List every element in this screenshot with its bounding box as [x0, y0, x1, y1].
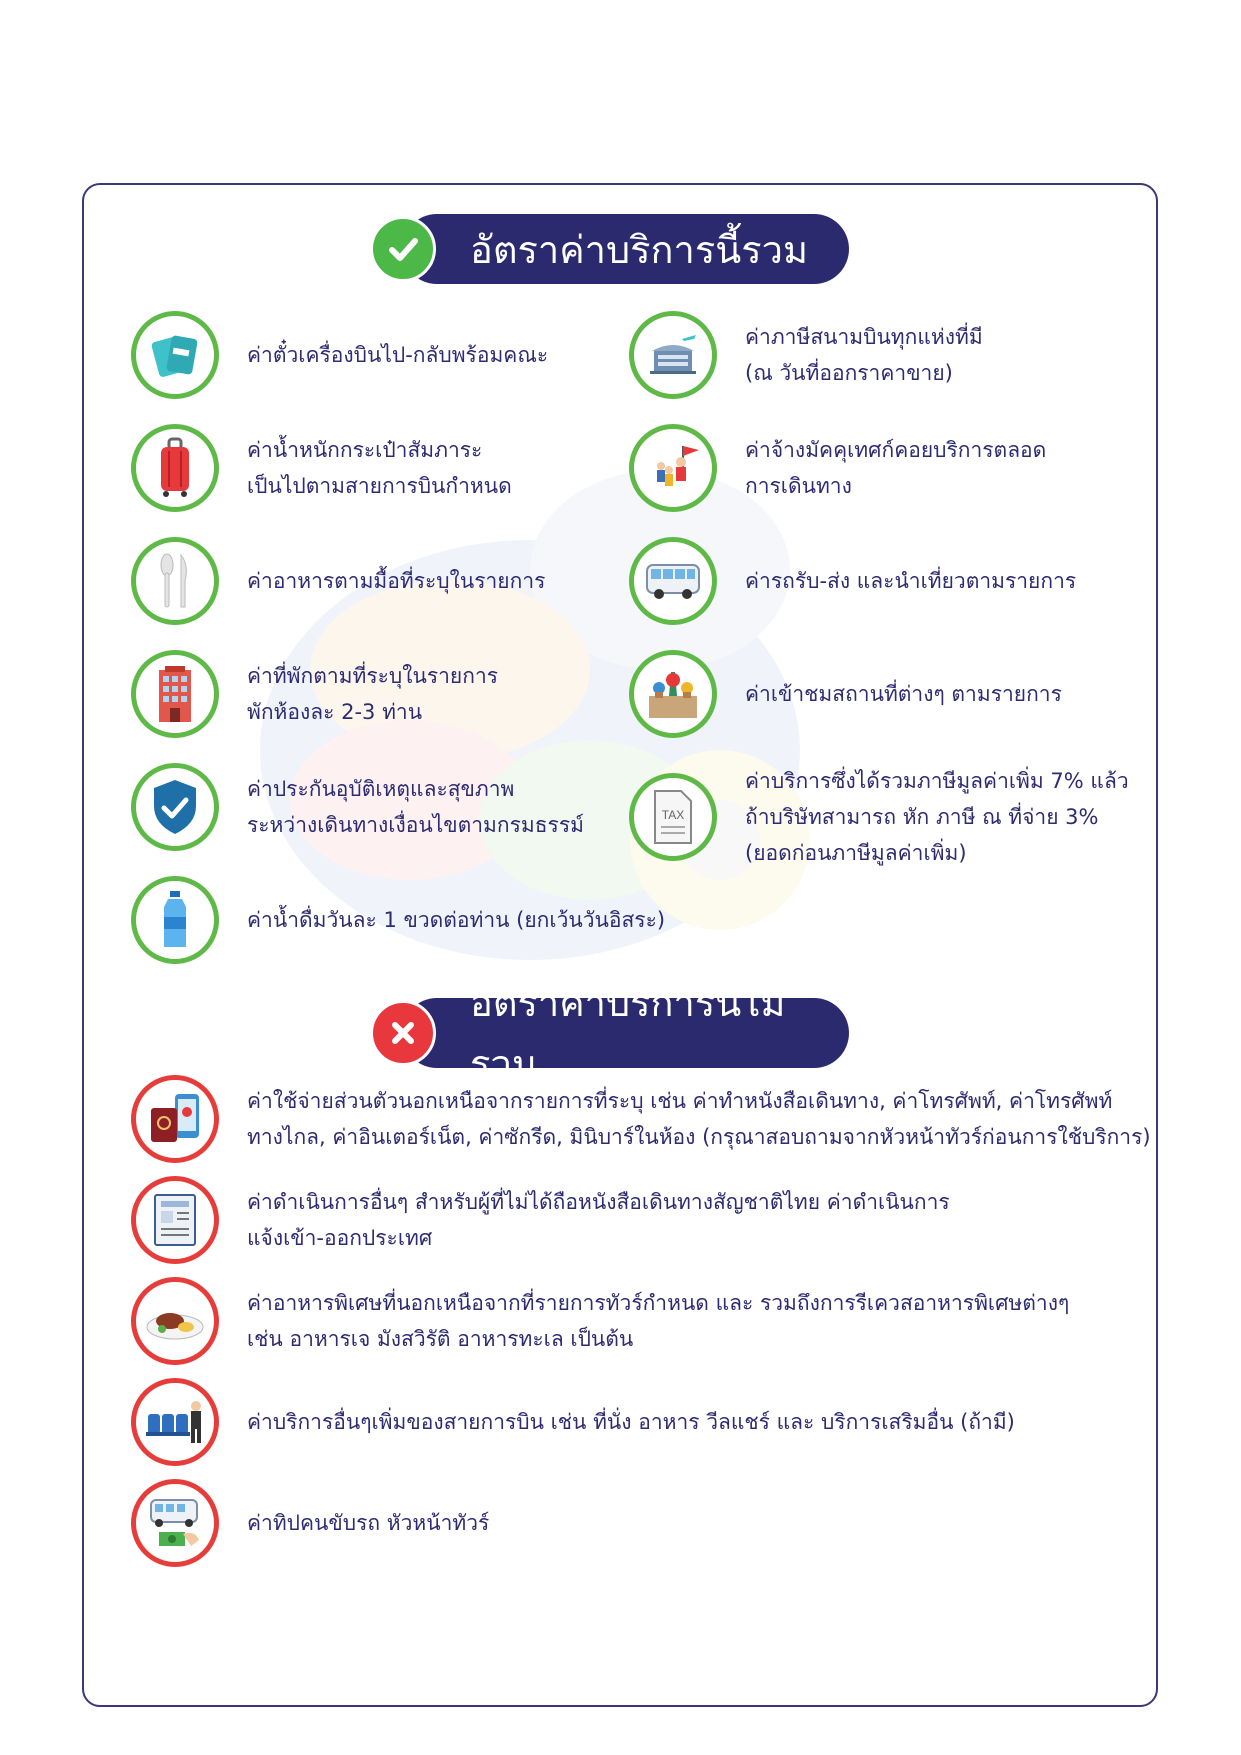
- included-item: [629, 650, 1062, 738]
- ticket-icon: [131, 311, 219, 399]
- included-item-text: ค่าที่พักตามที่ระบุในรายการ พักห้องละ 2-3 ท่าน: [247, 664, 499, 724]
- included-item-text: ค่าจ้างมัคคุเทศก์คอยบริการตลอด การเดินทาง: [745, 438, 1047, 498]
- cross-icon: [370, 1000, 436, 1066]
- special-meal-icon: [131, 1277, 219, 1365]
- included-item-text: ค่าประกันอุบัติเหตุและสุขภาพ ระหว่างเดินทางเงื่อนไขตามกรมธรรม์: [247, 777, 584, 837]
- included-item: [131, 424, 512, 512]
- included-item-text: ค่าน้ำหนักกระเป๋าสัมภาระ เป็นไปตามสายการบินกำหนด: [247, 438, 512, 498]
- svg-text:TAX: TAX: [661, 808, 685, 822]
- hotel-icon: [131, 650, 219, 738]
- luggage-icon: [131, 424, 219, 512]
- excluded-item: [131, 1277, 1069, 1365]
- bus-icon: [629, 537, 717, 625]
- water-bottle-icon: [131, 876, 219, 964]
- excluded-title: อัตราค่าบริการนี้ไม่รวม: [470, 981, 786, 1086]
- tax-document-icon: [629, 773, 717, 861]
- excluded-item-text: ค่าใช้จ่ายส่วนตัวนอกเหนือจากรายการที่ระบุ เช่น ค่าทำหนังสือเดินทาง, ค่าโทรศัพท์, ค่าโทรศัพท์ ทางไกล, ค่าอินเตอร์เน็ต, ค่าซักรีด, มินิบาร์ในห้อง (กรุณาสอบถามจากหัวหน้าทัวร์ก่อนการใช้บริการ): [247, 1089, 1151, 1149]
- included-item: [131, 311, 548, 399]
- included-item-text: ค่าอาหารตามมื้อที่ระบุในรายการ: [247, 569, 546, 593]
- included-item-text: ค่าตั๋วเครื่องบินไป-กลับพร้อมคณะ: [247, 343, 549, 367]
- excluded-item: [131, 1479, 489, 1567]
- landmark-icon: [629, 650, 717, 738]
- included-item-text: ค่าน้ำดื่มวันละ 1 ขวดต่อท่าน (ยกเว้นวันอิสระ): [247, 908, 666, 932]
- included-item-text: ค่าภาษีสนามบินทุกแห่งที่มี (ณ วันที่ออกราคาขาย): [745, 325, 983, 385]
- included-item: [131, 763, 584, 851]
- airline-seat-icon: [131, 1378, 219, 1466]
- included-item: [629, 763, 1129, 871]
- included-item-text: ค่าเข้าชมสถานที่ต่างๆ ตามรายการ: [745, 682, 1062, 706]
- tour-guide-icon: [629, 424, 717, 512]
- included-item: [629, 537, 1076, 625]
- immigration-form-icon: [131, 1176, 219, 1264]
- excluded-banner: [402, 981, 849, 1086]
- excluded-item-text: ค่าดำเนินการอื่นๆ สำหรับผู้ที่ไม่ได้ถือหนังสือเดินทางสัญชาติไทย ค่าดำเนินการ แจ้งเข้า-ออกประเทศ: [247, 1190, 950, 1250]
- excluded-item: [131, 1176, 950, 1264]
- included-title: อัตราค่าบริการนี้รวม: [470, 227, 809, 272]
- excluded-item-text: ค่าอาหารพิเศษที่นอกเหนือจากที่รายการทัวร์กำหนด และ รวมถึงการรีเควสอาหารพิเศษต่างๆ เช่น อาหารเจ มังสวิรัติ อาหารทะเล เป็นต้น: [247, 1291, 1070, 1351]
- included-item: [131, 650, 498, 738]
- airport-icon: [629, 311, 717, 399]
- included-item: [131, 537, 545, 625]
- included-banner: [402, 214, 849, 284]
- excluded-item-text: ค่าบริการอื่นๆเพิ่มของสายการบิน เช่น ที่นั่ง อาหาร วีลแชร์ และ บริการเสริมอื่น (ถ้ามี): [247, 1410, 1015, 1434]
- included-item-text: ค่ารถรับ-ส่ง และนำเที่ยวตามรายการ: [745, 569, 1077, 593]
- included-item-text: ค่าบริการซึ่งได้รวมภาษีมูลค่าเพิ่ม 7% แล้ว ถ้าบริษัทสามารถ หัก ภาษี ณ ที่จ่าย 3% (ยอดก่อนภาษีมูลค่าเพิ่ม): [745, 769, 1129, 865]
- cutlery-icon: [131, 537, 219, 625]
- passport-phone-icon: [131, 1075, 219, 1163]
- tip-bus-icon: [131, 1479, 219, 1567]
- excluded-item-text: ค่าทิปคนขับรถ หัวหน้าทัวร์: [247, 1511, 490, 1535]
- excluded-item: [131, 1075, 1151, 1163]
- insurance-shield-icon: [131, 763, 219, 851]
- included-item: [131, 876, 665, 964]
- included-item: [629, 424, 1046, 512]
- excluded-item: [131, 1378, 1015, 1466]
- included-item: [629, 311, 983, 399]
- check-icon: [370, 216, 436, 282]
